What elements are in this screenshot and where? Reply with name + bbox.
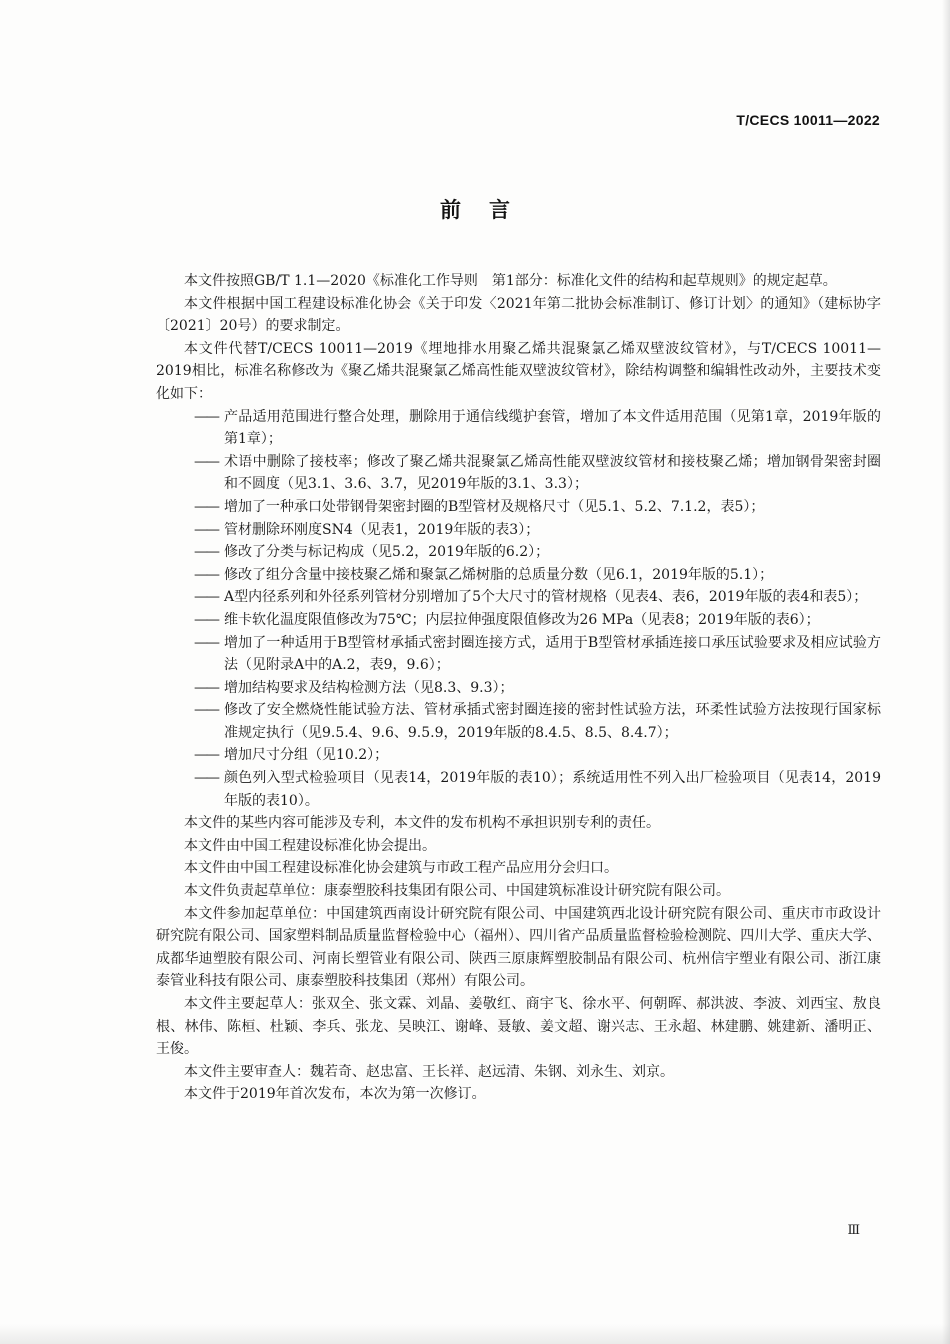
change-item: [156, 541, 881, 564]
paragraph-replacement: 本文件代替T/CECS 10011—2019《埋地排水用聚乙烯共混聚氯乙烯双壁波纹管材》，与T/CECS 10011—2019相比，标准名称修改为《聚乙烯共混聚氯乙烯高性能双壁波纹管材》，除结构调整和编辑性改动外，主要技术变化如下：: [156, 340, 881, 402]
change-item: [156, 677, 881, 700]
dash-marker: ——: [194, 702, 218, 719]
paragraph-patent: 本文件的某些内容可能涉及专利，本文件的发布机构不承担识别专利的责任。: [184, 815, 660, 832]
paragraph-proposer: 本文件由中国工程建设标准化协会提出。: [184, 837, 436, 854]
change-item: [156, 519, 881, 542]
change-item: [156, 744, 881, 767]
change-item: [156, 586, 881, 609]
scan-shadow-bottom: [0, 1324, 950, 1344]
paragraph-main-drafters: 本文件主要起草人：张双全、张文霖、刘晶、姜敬红、商宇飞、徐水平、何朝晖、郝洪波、李波、刘西宝、敖良根、林伟、陈桓、杜颖、李兵、张龙、吴映江、谢峰、聂敏、姜文超、谢兴志、王永超、林建鹏、姚建新、潘明正、王俊。: [156, 996, 881, 1058]
change-text: 产品适用范围进行整合处理，删除用于通信线缆护套管，增加了本文件适用范围（见第1章，2019年版的第1章）；: [224, 408, 881, 448]
change-item: [156, 632, 881, 677]
change-item: [156, 451, 881, 496]
change-item: [156, 609, 881, 632]
dash-marker: ——: [194, 408, 218, 425]
change-text: 增加尺寸分组（见10.2）；: [224, 747, 389, 764]
change-item: [156, 496, 881, 519]
change-text: A型内径系列和外径系列管材分别增加了5个大尺寸的管材规格（见表4、表6，2019年版的表4和表5）；: [224, 589, 868, 606]
change-text: 修改了安全燃烧性能试验方法、管材承插式密封圈连接的密封性试验方法，环柔性试验方法按现行国家标准规定执行（见9.5.4、9.6、9.5.9，2019年版的8.4.5、8.5、8.4.7）；: [224, 702, 881, 741]
dash-marker: ——: [194, 566, 218, 583]
change-text: 管材删除环刚度SN4（见表1，2019年版的表3）；: [224, 521, 540, 538]
dash-marker: ——: [194, 634, 218, 651]
dash-marker: ——: [194, 589, 218, 606]
page-title: 前言: [440, 198, 538, 222]
change-item: [156, 699, 881, 744]
dash-marker: ——: [194, 770, 218, 787]
change-text: 增加结构要求及结构检测方法（见8.3、9.3）；: [224, 679, 514, 696]
dash-marker: ——: [194, 544, 218, 561]
technical-changes-list: [156, 406, 881, 813]
paragraph-reviewers: 本文件主要审查人：魏若奇、赵忠富、王长祥、赵远清、朱钢、刘永生、刘京。: [184, 1063, 674, 1080]
change-item: [156, 406, 881, 451]
change-text: 维卡软化温度限值修改为75℃；内层拉伸强度限值修改为26 MPa（见表8；2019年版的表6）；: [224, 611, 820, 628]
dash-marker: ——: [194, 679, 218, 696]
change-text: 增加了一种适用于B型管材承插式密封圈连接方式，适用于B型管材承插连接口承压试验要求及相应试验方法（见附录A中的A.2，表9，9.6）；: [224, 634, 881, 674]
paragraph-lead-drafters: 本文件负责起草单位：康泰塑胶科技集团有限公司、中国建筑标准设计研究院有限公司。: [184, 883, 730, 900]
standard-code: T/CECS 10011—2022: [736, 112, 880, 128]
dash-marker: ——: [194, 453, 218, 470]
change-text: 修改了分类与标记构成（见5.2，2019年版的6.2）；: [224, 544, 550, 561]
preface-body: [156, 270, 881, 1106]
paragraph-administrator: 本文件由中国工程建设标准化协会建筑与市政工程产品应用分会归口。: [184, 860, 618, 877]
scan-shadow-right: [942, 0, 950, 1344]
paragraph-plan-notice: 本文件根据中国工程建设标准化协会《关于印发〈2021年第二批协会标准制订、修订计划〉的通知》（建标协字〔2021〕20号）的要求制定。: [156, 295, 881, 335]
change-item: [156, 564, 881, 587]
paragraph-publication-history: 本文件于2019年首次发布，本次为第一次修订。: [184, 1086, 486, 1103]
page-number: Ⅲ: [847, 1223, 860, 1238]
paragraph-participating-units: 本文件参加起草单位：中国建筑西南设计研究院有限公司、中国建筑西北设计研究院有限公司、重庆市市政设计研究院有限公司、国家塑料制品质量监督检验中心（福州）、四川省产品质量监督检验检测院、四川大学、重庆大学、成都华迪塑胶有限公司、河南长塑管业有限公司、陕西三原康辉塑胶制品有限公司、杭州信宇塑业有限公司、浙江康泰管业科技有限公司、康泰塑胶科技集团（郑州）有限公司。: [156, 905, 881, 990]
change-text: 修改了组分含量中接枝聚乙烯和聚氯乙烯树脂的总质量分数（见6.1，2019年版的5.1）；: [224, 566, 774, 583]
change-item: [156, 767, 881, 812]
change-text: 颜色列入型式检验项目（见表14，2019年版的表10）；系统适用性不列入出厂检验项目（见表14，2019年版的表10）。: [224, 770, 881, 809]
paragraph-drafting-rules: 本文件按照GB/T 1.1—2020《标准化工作导则 第1部分：标准化文件的结构和起草规则》的规定起草。: [184, 273, 837, 289]
change-text: 增加了一种承口处带钢骨架密封圈的B型管材及规格尺寸（见5.1、5.2、7.1.2，表5）；: [224, 498, 765, 515]
dash-marker: ——: [194, 498, 218, 515]
dash-marker: ——: [194, 747, 218, 764]
change-text: 术语中删除了接枝率；修改了聚乙烯共混聚氯乙烯高性能双壁波纹管材和接枝聚乙烯；增加钢骨架密封圈和不圆度（见3.1、3.6、3.7，见2019年版的3.1、3.3）；: [224, 453, 881, 493]
dash-marker: ——: [194, 521, 218, 538]
dash-marker: ——: [194, 611, 218, 628]
